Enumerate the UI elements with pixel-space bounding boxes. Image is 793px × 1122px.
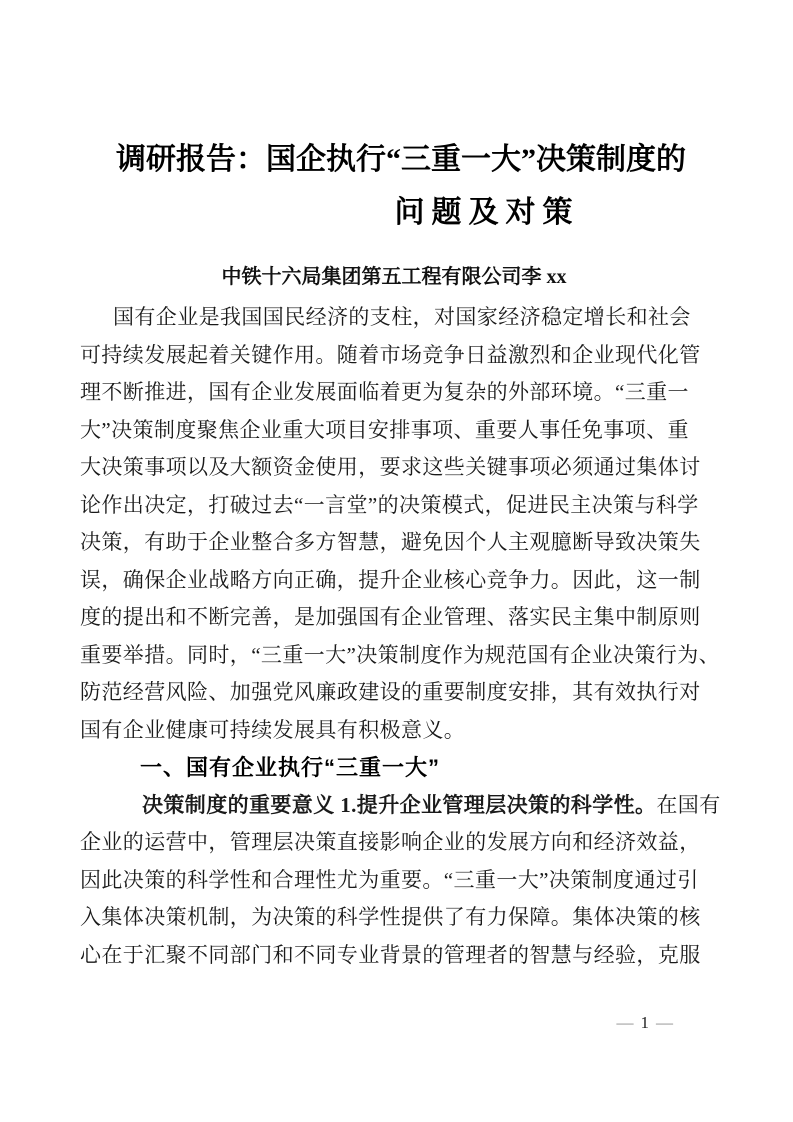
- paragraph-line: 大决策事项以及大额资金使用，要求这些关键事项必须通过集体讨: [80, 455, 701, 479]
- title-line-1: 调研报告：国企执行“三重一大”决策制度的: [116, 143, 686, 176]
- title-line-2: 问题及对策: [394, 196, 580, 229]
- paragraph-line: 因此决策的科学性和合理性尤为重要。“三重一大”决策制度通过引: [80, 867, 699, 892]
- paragraph-line: 论作出决定，打破过去“一言堂”的决策模式，促进民主决策与科学: [80, 492, 699, 517]
- footer-dash-right: —: [656, 1013, 675, 1032]
- section-heading: 一、国有企业执行“三重一大”: [140, 755, 441, 780]
- body-paragraph-2: [80, 787, 721, 975]
- body-paragraph-1: [80, 299, 721, 749]
- paragraph-line: 误，确保企业战略方向正确，提升企业核心竞争力。因此，这一制: [80, 567, 701, 592]
- document-body: [80, 299, 721, 974]
- paragraph-line: 企业的运营中，管理层决策直接影响企业的发展方向和经济效益，: [80, 830, 701, 854]
- paragraph-line: 重要举措。同时，“三重一大”决策制度作为规范国有企业决策行为、: [80, 642, 721, 667]
- lead-rest-run: 在国有: [656, 792, 721, 817]
- paragraph-line: 可持续发展起着关键作用。随着市场竞争日益激烈和企业现代化管: [80, 342, 701, 367]
- footer-page-number: 1: [640, 1013, 651, 1032]
- document-title: [80, 133, 708, 239]
- paragraph-line: 国有企业健康可持续发展具有积极意义。: [80, 717, 466, 742]
- paragraph-line: 度的提出和不断完善，是加强国有企业管理、落实民主集中制原则: [80, 605, 701, 629]
- paragraph-line: 防范经营风险、加强党风廉政建设的重要制度安排，其有效执行对: [80, 680, 701, 704]
- page-number-footer: [617, 1012, 676, 1034]
- footer-dash-left: —: [616, 1013, 636, 1032]
- paragraph-line: 大”决策制度聚焦企业重大项目安排事项、重要人事任免事项、重: [80, 417, 689, 442]
- paragraph-line: 理不断推进，国有企业发展面临着更为复杂的外部环境。“三重一: [80, 380, 689, 404]
- paragraph-line: [80, 787, 721, 825]
- paragraph-line: 心在于汇聚不同部门和不同专业背景的管理者的智慧与经验，克服: [80, 942, 701, 967]
- paragraph-line: 国有企业是我国国民经济的支柱，对国家经济稳定增长和社会: [113, 305, 691, 329]
- paragraph-line: 入集体决策机制，为决策的科学性提供了有力保障。集体决策的核: [80, 905, 701, 929]
- bold-lead-run: 决策制度的重要意义 1.提升企业管理层决策的科学性。: [142, 792, 657, 817]
- paragraph-line: 决策，有助于企业整合多方智慧，避免因个人主观臆断导致决策失: [80, 530, 701, 554]
- author-byline: 中铁十六局集团第五工程有限公司李 xx: [221, 266, 567, 288]
